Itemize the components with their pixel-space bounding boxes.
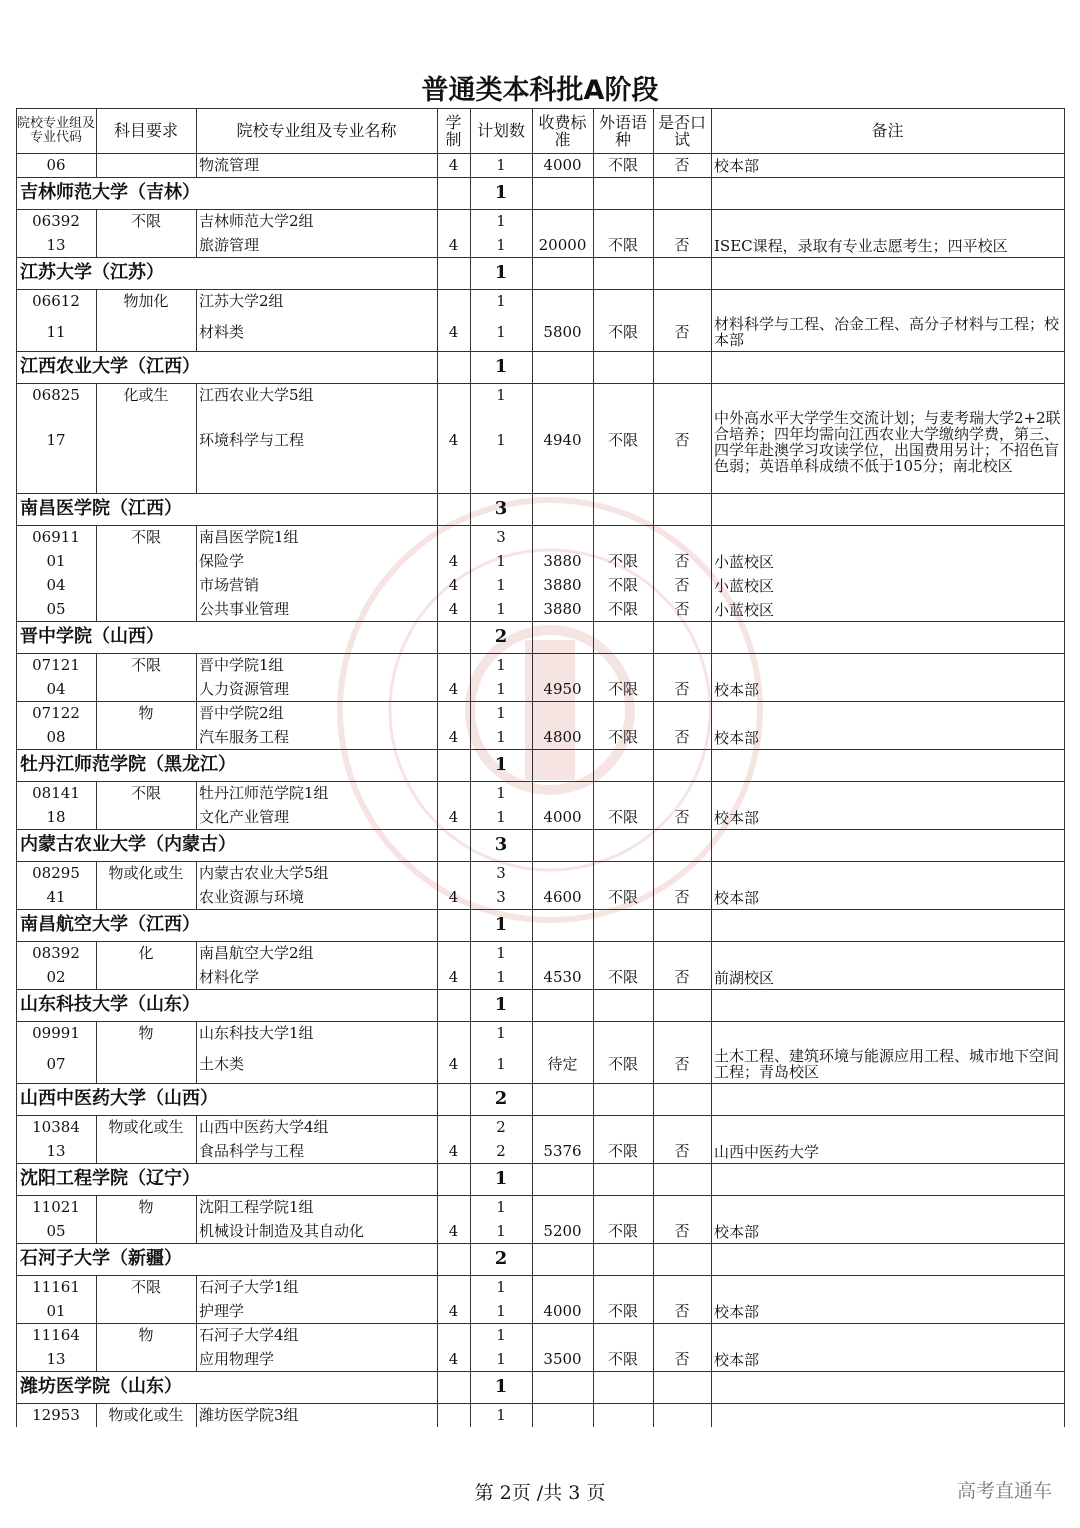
major-code: 04 [46,680,66,698]
table-column-rule [196,1403,197,1427]
major-name: 材料类 [199,323,245,341]
column-header-7: 是否口试 [657,112,706,149]
group-name: 吉林师范大学2组 [199,212,314,230]
university-plan-count: 1 [494,1376,508,1397]
group-code: 07121 [32,656,80,674]
group-code: 08141 [32,784,80,802]
group-code: 11164 [32,1326,80,1344]
table-column-rule [96,941,97,989]
university-name: 晋中学院（山西） [20,626,164,647]
major-name: 食品科学与工程 [199,1142,305,1160]
group-code: 07122 [32,704,80,722]
university-name: 石河子大学（新疆） [20,1248,182,1269]
plan-count: 1 [496,431,506,449]
foreign-language: 不限 [607,808,638,826]
major-name: 环境科学与工程 [199,431,305,449]
plan-count: 1 [496,808,506,826]
group-name: 石河子大学4组 [199,1326,299,1344]
table-column-rule [96,108,97,177]
subject-requirement: 不限 [130,656,161,674]
oral-exam: 否 [674,576,690,594]
column-header-5: 收费标准 [538,112,587,149]
remark: 山西中医药大学 [714,1143,820,1161]
major-code: 13 [46,236,66,254]
table-column-rule [196,383,197,493]
study-years: 4 [448,808,459,826]
foreign-language: 不限 [607,1222,638,1240]
university-plan-count: 1 [494,994,508,1015]
foreign-language: 不限 [607,1142,638,1160]
group-name: 牡丹江师范学院1组 [199,784,329,802]
plan-count: 2 [496,1142,506,1160]
group-code: 06392 [32,212,80,230]
major-name: 文化产业管理 [199,808,290,826]
university-name: 江西农业大学（江西） [20,356,200,377]
study-years: 4 [448,1055,459,1073]
tuition-fee: 4000 [543,1302,582,1320]
university-name: 南昌医学院（江西） [20,498,182,519]
study-years: 4 [448,552,459,570]
group-plan-count: 1 [496,944,506,962]
tuition-fee: 5200 [543,1222,582,1240]
plan-count: 1 [496,1055,506,1073]
group-name: 石河子大学1组 [199,1278,299,1296]
major-name: 物流管理 [199,156,260,174]
group-plan-count: 1 [496,784,506,802]
plan-count: 1 [496,1350,506,1368]
plan-count: 1 [496,968,506,986]
tuition-fee: 4950 [543,680,582,698]
oral-exam: 否 [674,888,690,906]
major-code: 01 [46,1302,66,1320]
university-name: 潍坊医学院（山东） [20,1376,182,1397]
major-code: 02 [46,968,66,986]
subject-requirement: 物或化或生 [108,864,184,882]
group-name: 潍坊医学院3组 [199,1406,299,1424]
group-name: 山东科技大学1组 [199,1024,314,1042]
major-name: 市场营销 [199,576,260,594]
table-column-rule [16,108,17,1427]
subject-requirement: 物 [138,1024,154,1042]
university-plan-count: 1 [494,356,508,377]
major-code: 08 [46,728,66,746]
table-column-rule [470,108,471,1427]
plan-count: 1 [496,576,506,594]
foreign-language: 不限 [607,431,638,449]
group-name: 内蒙古农业大学5组 [199,864,329,882]
major-code: 11 [46,323,66,341]
remark: 校本部 [714,1223,760,1241]
oral-exam: 否 [674,236,690,254]
subject-requirement: 化或生 [123,386,169,404]
remark: 校本部 [714,1303,760,1321]
study-years: 4 [448,431,459,449]
oral-exam: 否 [674,600,690,618]
column-header-8: 备注 [871,121,904,140]
major-code: 13 [46,1142,66,1160]
study-years: 4 [448,1302,459,1320]
foreign-language: 不限 [607,680,638,698]
group-plan-count: 1 [496,1198,506,1216]
group-name: 江苏大学2组 [199,292,284,310]
group-plan-count: 1 [496,1024,506,1042]
tuition-fee: 5376 [543,1142,582,1160]
tuition-fee: 3880 [543,552,582,570]
group-name: 南昌医学院1组 [199,528,299,546]
foreign-language: 不限 [607,323,638,341]
group-code: 06825 [32,386,80,404]
major-name: 机械设计制造及其自动化 [199,1222,365,1240]
subject-requirement: 不限 [130,1278,161,1296]
oral-exam: 否 [674,156,690,174]
table-column-rule [196,525,197,621]
table-column-rule [96,1021,97,1083]
study-years: 4 [448,1350,459,1368]
remark: 小蓝校区 [714,601,775,619]
table-column-rule [96,861,97,909]
group-code: 11021 [32,1198,80,1216]
group-plan-count: 1 [496,292,506,310]
group-code: 06612 [32,292,80,310]
table-column-rule [196,209,197,257]
tuition-fee: 4000 [543,156,582,174]
foreign-language: 不限 [607,1302,638,1320]
group-plan-count: 1 [496,212,506,230]
study-years: 4 [448,680,459,698]
table-column-rule [1064,108,1065,1427]
group-name: 山西中医药大学4组 [199,1118,329,1136]
major-code: 13 [46,1350,66,1368]
plan-count: 3 [496,888,506,906]
table-column-rule [593,108,594,1427]
major-code: 01 [46,552,66,570]
group-code: 09991 [32,1024,80,1042]
university-plan-count: 2 [494,1248,508,1269]
foreign-language: 不限 [607,236,638,254]
group-plan-count: 2 [496,1118,506,1136]
university-name: 吉林师范大学（吉林） [20,182,200,203]
remark: 校本部 [714,889,760,907]
oral-exam: 否 [674,431,690,449]
foreign-language: 不限 [607,1350,638,1368]
oral-exam: 否 [674,968,690,986]
foreign-language: 不限 [607,156,638,174]
major-name: 土木类 [199,1055,245,1073]
major-name: 人力资源管理 [199,680,290,698]
subject-requirement: 不限 [130,212,161,230]
remark: 校本部 [714,157,760,175]
table-column-rule [96,781,97,829]
plan-count: 1 [496,236,506,254]
oral-exam: 否 [674,1302,690,1320]
group-plan-count: 1 [496,1326,506,1344]
column-header-0: 院校专业组及专业代码 [16,115,95,145]
group-name: 晋中学院1组 [199,656,284,674]
study-years: 4 [448,156,459,174]
group-plan-count: 3 [496,864,506,882]
foreign-language: 不限 [607,888,638,906]
study-years: 4 [448,968,459,986]
table-column-rule [196,289,197,351]
major-name: 汽车服务工程 [199,728,290,746]
brand-watermark: 高考直通车 [956,1480,1052,1502]
oral-exam: 否 [674,1350,690,1368]
column-header-6: 外语语种 [598,112,647,149]
group-plan-count: 1 [496,704,506,722]
foreign-language: 不限 [607,728,638,746]
subject-requirement: 化 [138,944,154,962]
tuition-fee: 4600 [543,888,582,906]
table-column-rule [711,108,712,1427]
group-name: 沈阳工程学院1组 [199,1198,314,1216]
study-years: 4 [448,888,459,906]
tuition-fee: 4000 [543,808,582,826]
table-column-rule [196,1115,197,1163]
table-column-rule [96,1403,97,1427]
remark: 材料科学与工程、冶金工程、高分子材料与工程；校本部 [714,315,1060,349]
major-name: 材料化学 [199,968,260,986]
group-plan-count: 1 [496,386,506,404]
subject-requirement: 物 [138,704,154,722]
group-code: 12953 [32,1406,80,1424]
foreign-language: 不限 [607,1055,638,1073]
remark: 土木工程、建筑环境与能源应用工程、城市地下空间工程；青岛校区 [714,1047,1060,1081]
table-column-rule [653,108,654,1427]
study-years: 4 [448,576,459,594]
group-plan-count: 3 [496,528,506,546]
plan-count: 1 [496,552,506,570]
remark: 校本部 [714,729,760,747]
major-code: 17 [46,431,66,449]
table-column-rule [96,525,97,621]
column-header-3: 学制 [445,112,462,149]
foreign-language: 不限 [607,600,638,618]
column-header-4: 计划数 [476,121,525,140]
table-column-rule [196,653,197,749]
table-column-rule [196,861,197,909]
subject-requirement: 物或化或生 [108,1118,184,1136]
tuition-fee: 4530 [543,968,582,986]
university-plan-count: 2 [494,1088,508,1109]
remark: 校本部 [714,809,760,827]
university-plan-count: 1 [494,914,508,935]
subject-requirement: 物或化或生 [108,1406,184,1424]
university-plan-count: 3 [494,834,508,855]
tuition-fee: 4800 [543,728,582,746]
university-plan-count: 1 [494,182,508,203]
major-name: 保险学 [199,552,245,570]
table-column-rule [96,209,97,257]
foreign-language: 不限 [607,576,638,594]
table-column-rule [96,1195,97,1243]
tuition-fee: 5800 [543,323,582,341]
subject-requirement: 物加化 [123,292,169,310]
subject-requirement: 物 [138,1326,154,1344]
group-plan-count: 1 [496,656,506,674]
foreign-language: 不限 [607,552,638,570]
remark: ISEC课程，录取有专业志愿考生；四平校区 [714,237,1008,255]
oral-exam: 否 [674,1142,690,1160]
subject-requirement: 物 [138,1198,154,1216]
major-name: 应用物理学 [199,1350,275,1368]
major-code: 05 [46,600,66,618]
university-name: 山东科技大学（山东） [20,994,200,1015]
tuition-fee: 3500 [543,1350,582,1368]
group-code: 08295 [32,864,80,882]
table-column-rule [196,1021,197,1083]
major-code: 06 [46,156,66,174]
plan-count: 1 [496,728,506,746]
column-header-1: 科目要求 [113,121,178,140]
university-plan-count: 1 [494,1168,508,1189]
study-years: 4 [448,728,459,746]
major-name: 农业资源与环境 [199,888,305,906]
plan-count: 1 [496,600,506,618]
group-code: 10384 [32,1118,80,1136]
oral-exam: 否 [674,680,690,698]
plan-count: 1 [496,680,506,698]
study-years: 4 [448,323,459,341]
oral-exam: 否 [674,552,690,570]
study-years: 4 [448,1142,459,1160]
table-column-rule [196,781,197,829]
major-code: 41 [46,888,66,906]
foreign-language: 不限 [607,968,638,986]
university-plan-count: 2 [494,626,508,647]
study-years: 4 [448,600,459,618]
plan-count: 1 [496,156,506,174]
university-plan-count: 3 [494,498,508,519]
remark: 校本部 [714,1351,760,1369]
major-code: 04 [46,576,66,594]
group-name: 南昌航空大学2组 [199,944,314,962]
university-name: 沈阳工程学院（辽宁） [20,1168,200,1189]
group-code: 11161 [32,1278,80,1296]
page-number: 第 2页 /共 3 页 [474,1482,606,1504]
major-code: 07 [46,1055,66,1073]
major-name: 旅游管理 [199,236,260,254]
group-plan-count: 1 [496,1406,506,1424]
table-column-rule [437,108,438,1427]
university-plan-count: 1 [494,754,508,775]
major-code: 18 [46,808,66,826]
group-code: 08392 [32,944,80,962]
university-name: 南昌航空大学（江西） [20,914,200,935]
table-column-rule [532,108,533,1427]
oral-exam: 否 [674,808,690,826]
study-years: 4 [448,236,459,254]
plan-count: 1 [496,1222,506,1240]
table-column-rule [96,653,97,749]
table-column-rule [196,941,197,989]
subject-requirement: 不限 [130,784,161,802]
table-column-rule [196,1275,197,1371]
major-name: 公共事业管理 [199,600,290,618]
group-code: 06911 [32,528,80,546]
university-name: 内蒙古农业大学（内蒙古） [20,834,236,855]
table-column-rule [96,1115,97,1163]
university-name: 江苏大学（江苏） [20,262,164,283]
column-header-2: 院校专业组及专业名称 [236,121,397,140]
university-name: 牡丹江师范学院（黑龙江） [20,754,236,775]
oral-exam: 否 [674,323,690,341]
remark: 小蓝校区 [714,577,775,595]
plan-count: 1 [496,1302,506,1320]
plan-count: 1 [496,323,506,341]
page-title: 普通类本科批A阶段 [421,75,659,106]
remark: 前湖校区 [714,969,775,987]
remark: 小蓝校区 [714,553,775,571]
major-name: 护理学 [199,1302,245,1320]
table-column-rule [96,1275,97,1371]
major-code: 05 [46,1222,66,1240]
group-plan-count: 1 [496,1278,506,1296]
oral-exam: 否 [674,728,690,746]
remark: 校本部 [714,681,760,699]
subject-requirement: 不限 [130,528,161,546]
oral-exam: 否 [674,1222,690,1240]
table-column-rule [196,1195,197,1243]
table-column-rule [96,383,97,493]
tuition-fee: 20000 [538,236,587,254]
remark: 中外高水平大学学生交流计划；与麦考瑞大学2+2联合培养；四年均需向江西农业大学缴纳学费，第三、四学年赴澳学习攻读学位，出国费用另计；不招色盲色弱；英语单科成绩不低于105分；南北校区 [714,409,1061,475]
group-name: 江西农业大学5组 [199,386,314,404]
tuition-fee: 待定 [547,1055,578,1073]
table-column-rule [196,108,197,177]
table-column-rule [96,289,97,351]
university-plan-count: 1 [494,262,508,283]
oral-exam: 否 [674,1055,690,1073]
admission-plan-table [16,108,1064,1458]
study-years: 4 [448,1222,459,1240]
tuition-fee: 4940 [543,431,582,449]
tuition-fee: 3880 [543,576,582,594]
group-name: 晋中学院2组 [199,704,284,722]
tuition-fee: 3880 [543,600,582,618]
university-name: 山西中医药大学（山西） [20,1088,218,1109]
